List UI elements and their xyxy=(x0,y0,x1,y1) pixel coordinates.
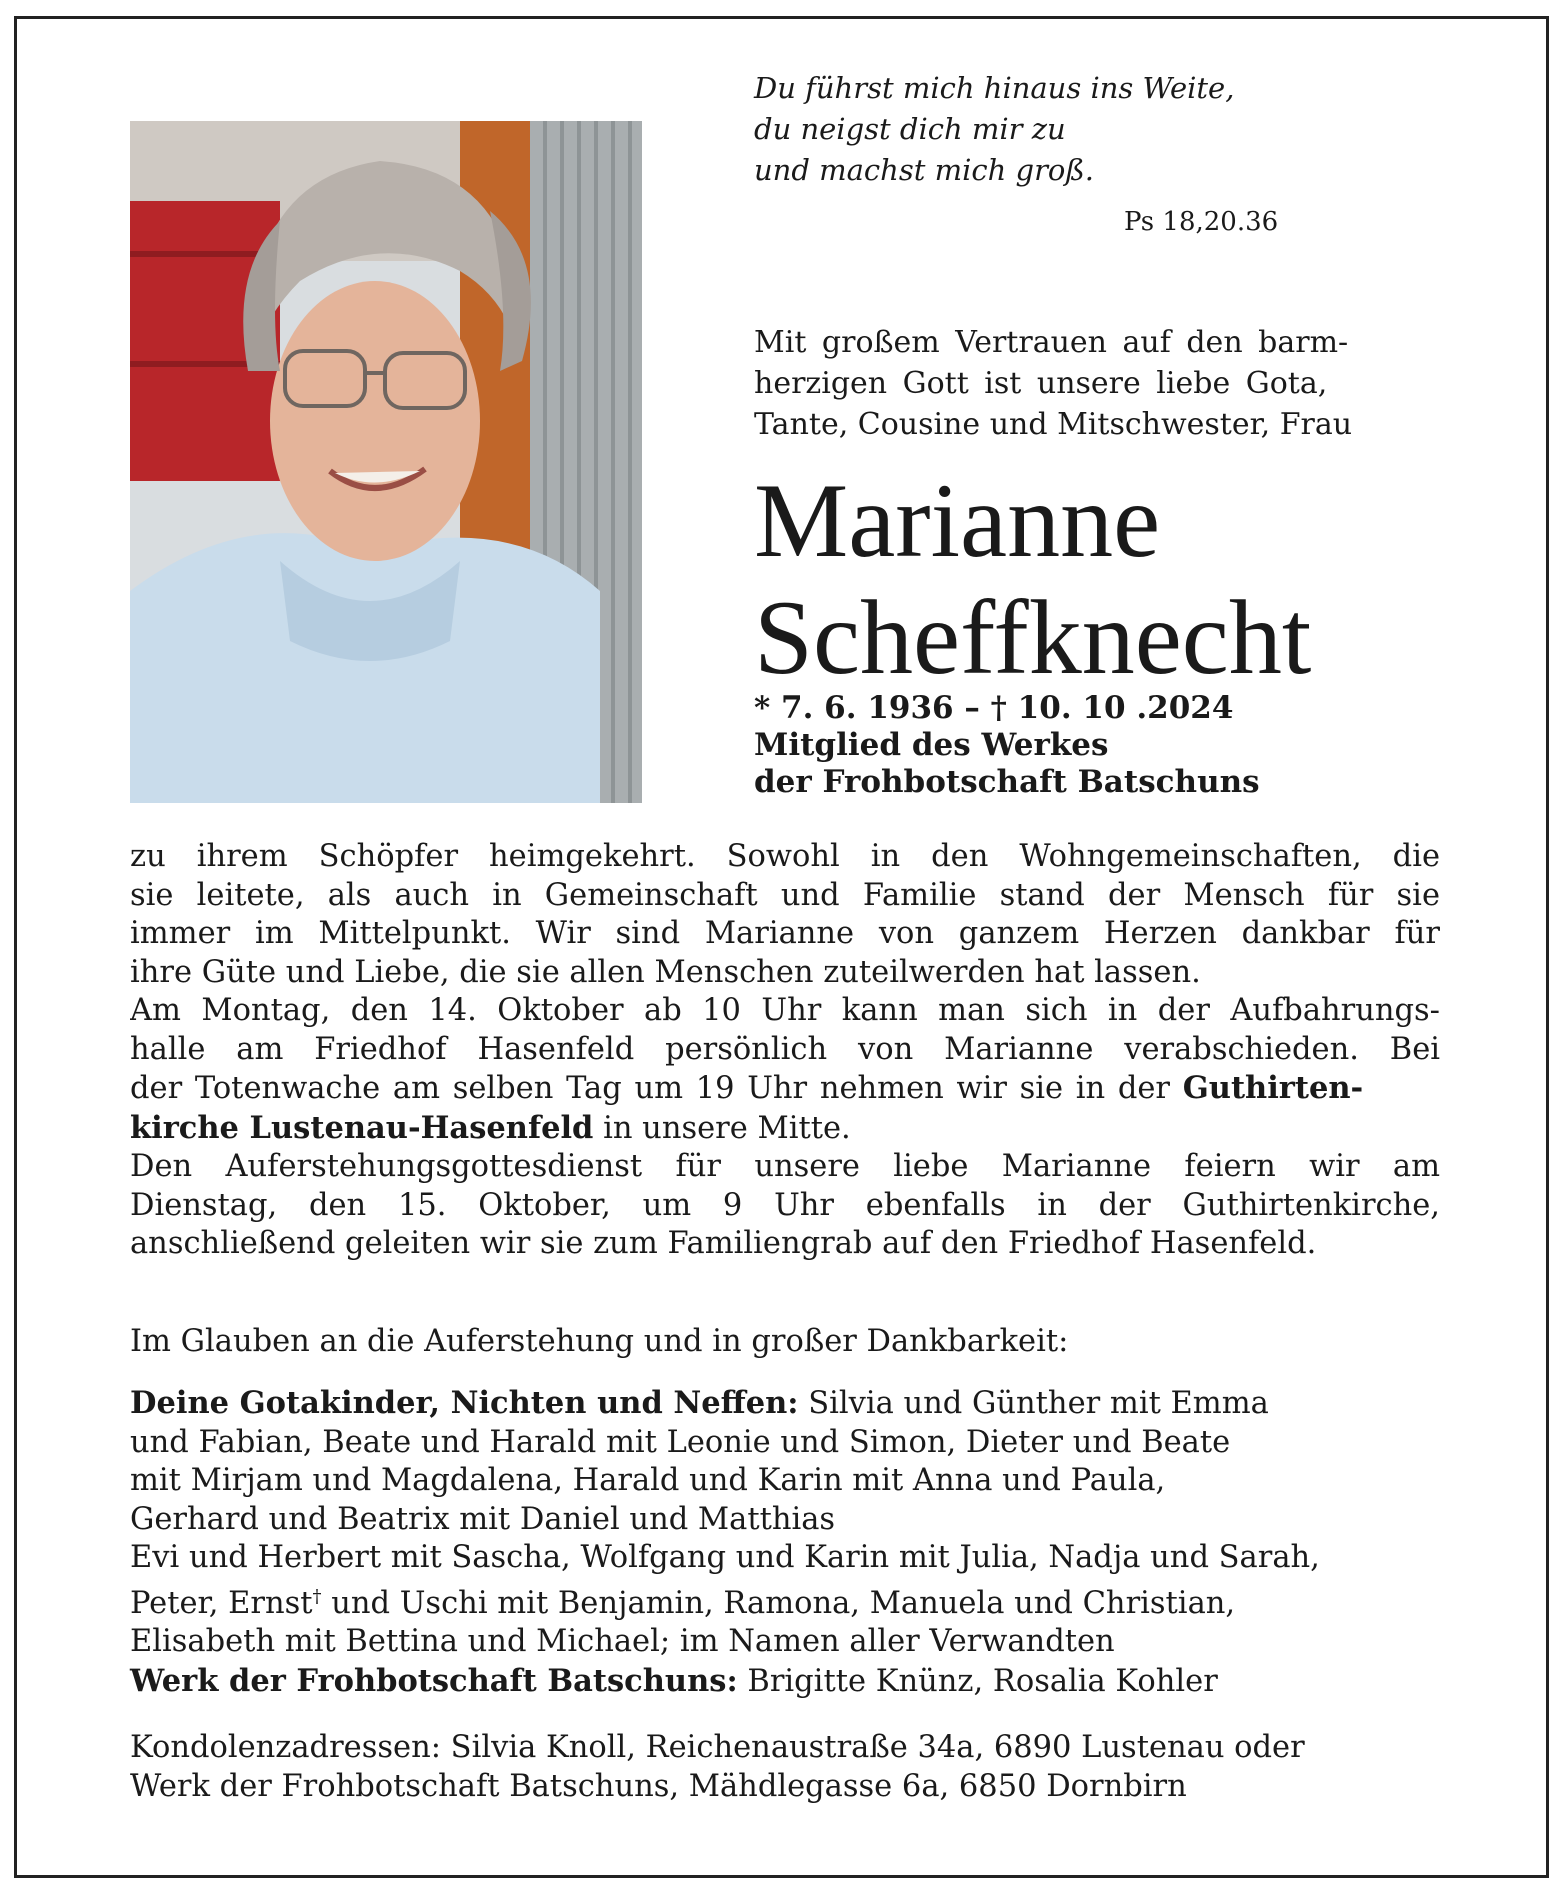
body-line: anschließend geleiten wir sie zum Familiengrab auf den Friedhof Hasenfeld. xyxy=(130,1226,1317,1261)
family-line xyxy=(130,1578,1440,1624)
mourners-list xyxy=(130,1384,1440,1701)
church-name: Guthirten- xyxy=(1182,1070,1364,1106)
family-line: Evi und Herbert mit Sascha, Wolfgang und Karin mit Julia, Nadja und Sarah, xyxy=(130,1540,1320,1575)
peter-ernst: Peter, Ernst xyxy=(130,1585,313,1621)
body-line: immer im Mittelpunkt. Wir sind Marianne von ganzem Herzen dankbar für xyxy=(130,916,1440,951)
deceased-name xyxy=(754,462,1311,696)
verse-line: Du führst mich hinaus ins Weite, xyxy=(754,71,1235,105)
life-dates: * 7. 6. 1936 – † 10. 10 .2024 xyxy=(754,690,1234,726)
verse-line: und machst mich groß. xyxy=(754,153,1094,187)
family-line: und Fabian, Beate und Harald mit Leonie und Simon, Dieter und Beate xyxy=(130,1424,1231,1460)
body-line-church-2 xyxy=(130,1109,1440,1149)
body-line: ihre Güte und Liebe, die sie allen Menschen zuteilwerden hat lassen. xyxy=(130,954,1201,990)
condolence-line: Kondolenzadressen: Silvia Knoll, Reichenaustraße 34a, 6890 Lustenau oder xyxy=(130,1730,1305,1765)
verse-line: du neigst dich mir zu xyxy=(754,112,1066,146)
family-names: Silvia und Günther mit Emma xyxy=(798,1386,1269,1421)
body-line-church xyxy=(130,1069,1440,1109)
family-line xyxy=(130,1384,1440,1424)
intro-line: herzigen Gott ist unsere liebe Gota, xyxy=(754,366,1328,401)
intro-line: Mit großem Vertrauen auf den barm- xyxy=(754,325,1349,360)
portrait-image xyxy=(130,121,642,803)
werk-names: Brigitte Knünz, Rosalia Kohler xyxy=(737,1663,1218,1699)
mourners-heading: Im Glauben an die Auferstehung und in großer Dankbarkeit: xyxy=(130,1324,1069,1359)
last-name: Scheffknecht xyxy=(754,579,1312,696)
body-line: zu ihrem Schöpfer heimgekehrt. Sowohl in den Wohngemeinschaften, die xyxy=(130,839,1440,874)
main-text xyxy=(130,838,1440,1264)
family-line: Gerhard und Beatrix mit Daniel und Matthias xyxy=(130,1501,836,1537)
body-line: der Totenwache am selben Tag um 19 Uhr nehmen wir sie in der xyxy=(130,1071,1183,1106)
church-name: kirche Lustenau-Hasenfeld xyxy=(130,1109,594,1146)
body-line: Dienstag, den 15. Oktober, um 9 Uhr ebenfalls in der Guthirtenkirche, xyxy=(130,1187,1440,1223)
body-line: in unsere Mitte. xyxy=(603,1110,851,1146)
condolence-line: Werk der Frohbotschaft Batschuns, Mähdlegasse 6a, 6850 Dornbirn xyxy=(130,1768,1187,1804)
body-line: halle am Friedhof Hasenfeld persönlich von Marianne verabschieden. Bei xyxy=(130,1031,1440,1067)
family-line: mit Mirjam und Magdalena, Harald und Karin mit Anna und Paula, xyxy=(130,1463,1166,1498)
first-name: Marianne xyxy=(754,462,1161,579)
werk-line xyxy=(130,1662,1440,1702)
intro-paragraph xyxy=(754,322,1434,445)
verse-reference: Ps 18,20.36 xyxy=(1124,207,1279,237)
body-line: sie leitete, als auch in Gemeinschaft und Familie stand der Mensch für sie xyxy=(130,877,1440,913)
membership-line: Mitglied des Werkes xyxy=(754,727,1109,763)
cross-symbol: † xyxy=(312,1585,322,1607)
body-line: Den Auferstehungsgottesdienst für unsere liebe Marianne feiern wir am xyxy=(130,1149,1440,1184)
body-line: Am Montag, den 14. Oktober ab 10 Uhr kann man sich in der Aufbahrungs- xyxy=(130,993,1440,1028)
family-line: Elisabeth mit Bettina und Michael; im Namen aller Verwandten xyxy=(130,1624,1115,1660)
membership-line: der Frohbotschaft Batschuns xyxy=(754,764,1260,800)
condolence-addresses xyxy=(130,1729,1440,1806)
life-dates-block xyxy=(754,690,1260,801)
family-label: Deine Gotakinder, Nichten und Neffen: xyxy=(130,1385,799,1421)
bible-verse xyxy=(754,68,1234,191)
werk-label: Werk der Frohbotschaft Batschuns: xyxy=(130,1662,738,1699)
intro-line: Tante, Cousine und Mitschwester, Frau xyxy=(754,407,1353,442)
family-names: und Uschi mit Benjamin, Ramona, Manuela und Christian, xyxy=(321,1585,1236,1621)
portrait-photo xyxy=(130,121,642,803)
